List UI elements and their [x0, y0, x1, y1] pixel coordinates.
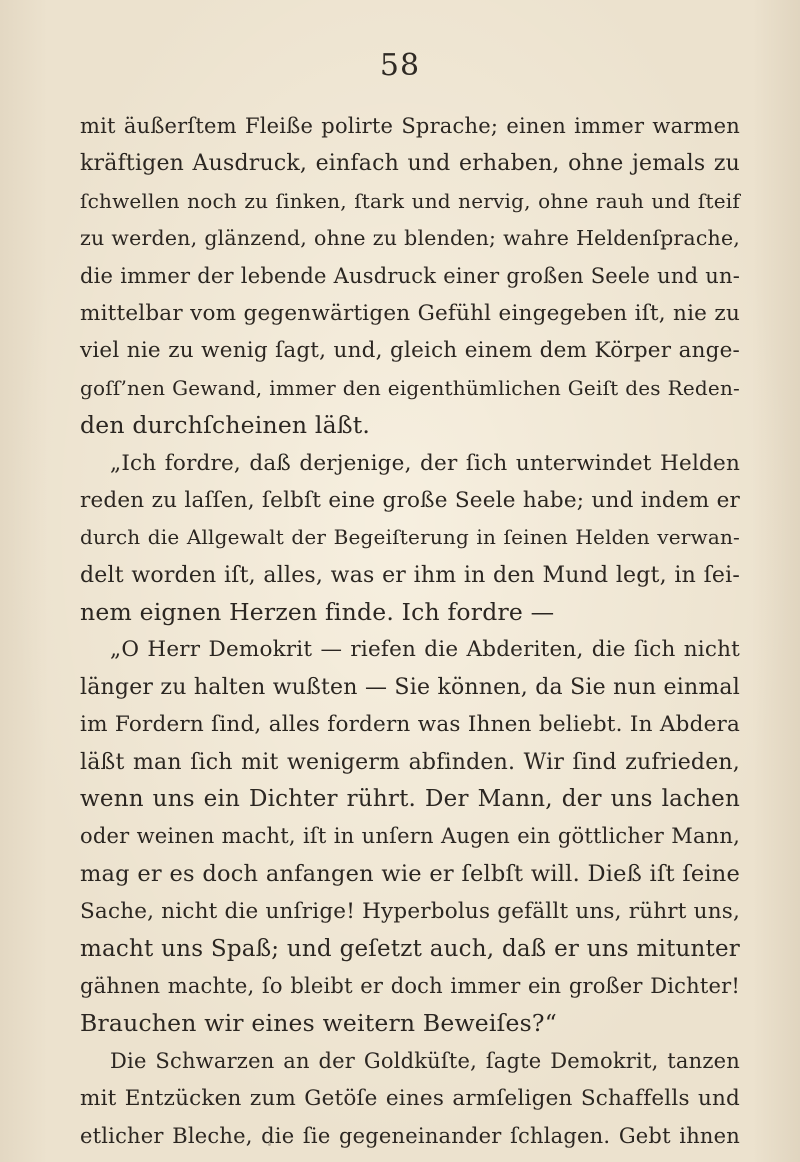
text-line: zu werden, glänzend, ohne zu blenden; wahre Heldenſprache,: [80, 226, 740, 251]
text-line: Brauchen wir eines weitern Beweiſes?“: [80, 1009, 557, 1038]
page-number: 58: [379, 48, 421, 83]
text-line: reden zu laſſen, ſelbſt eine große Seele habe; und indem er: [80, 487, 740, 513]
text-line: kräftigen Ausdruck, einfach und erhaben, ohne jemals zu: [80, 151, 740, 177]
text-line: Sache, nicht die unſrige! Hyperbolus gefällt uns, rührt uns,: [80, 899, 741, 925]
text-line: im Fordern ſind, alles fordern was Ihnen beliebt. In Abdera: [80, 712, 740, 738]
text-line: mittelbar vom gegenwärtigen Gefühl eingegeben iſt, nie zu: [80, 300, 740, 326]
text-line: mag er es doch anfangen wie er ſelbſt will. Dieß iſt ſeine: [80, 860, 740, 887]
text-line: läßt man ſich mit wenigerm abfinden. Wir ſind zufrieden,: [80, 749, 740, 775]
text-line: goſſ’nen Gewand, immer den eigenthümlichen Geiſt des Reden-: [80, 375, 740, 400]
text-line: etlicher Bleche, die ſie gegeneinander ſchlagen. Gebt ihnen: [80, 1123, 740, 1148]
text-line: nem eignen Herzen finde. Ich fordre —: [80, 598, 555, 627]
paper-speck: [268, 1143, 271, 1146]
text-line: mit äußerſtem Fleiße polirte Sprache; einen immer warmen: [80, 114, 740, 138]
text-line: den durchſcheinen läßt.: [80, 411, 371, 440]
text-line: viel nie zu wenig ſagt, und, gleich einem dem Körper ange-: [80, 338, 740, 364]
text-line: durch die Allgewalt der Begeiſterung in ſeinen Helden verwan-: [80, 525, 740, 550]
text-line: macht uns Spaß; und geſetzt auch, daß er uns mitunter: [80, 935, 740, 962]
text-line: Die Schwarzen an der Goldküſte, ſagte Demokrit, tanzen: [110, 1048, 740, 1073]
text-line: oder weinen macht, iſt in unſern Augen ein göttlicher Mann,: [80, 824, 740, 849]
text-line: „O Herr Demokrit — riefen die Abderiten, die ſich nicht: [110, 637, 740, 663]
text-line: gähnen machte, ſo bleibt er doch immer ein großer Dichter!: [80, 973, 740, 998]
text-line: delt worden iſt, alles, was er ihm in den Mund legt, in ſei-: [80, 562, 740, 588]
text-line: mit Entzücken zum Getöſe eines armſeligen Schaffells und: [80, 1086, 740, 1112]
text-line: die immer der lebende Ausdruck einer großen Seele und un-: [80, 263, 740, 288]
text-line: wenn uns ein Dichter rührt. Der Mann, der uns lachen: [80, 786, 740, 813]
text-line: ſchwellen noch zu ſinken, ſtark und nervig, ohne rauh und ſteif: [80, 188, 740, 213]
text-line: „Ich fordre, daß derjenige, der ſich unterwindet Helden: [110, 450, 740, 476]
body-text: [80, 108, 740, 1155]
text-line: länger zu halten wußten — Sie können, da Sie nun einmal: [80, 674, 740, 700]
